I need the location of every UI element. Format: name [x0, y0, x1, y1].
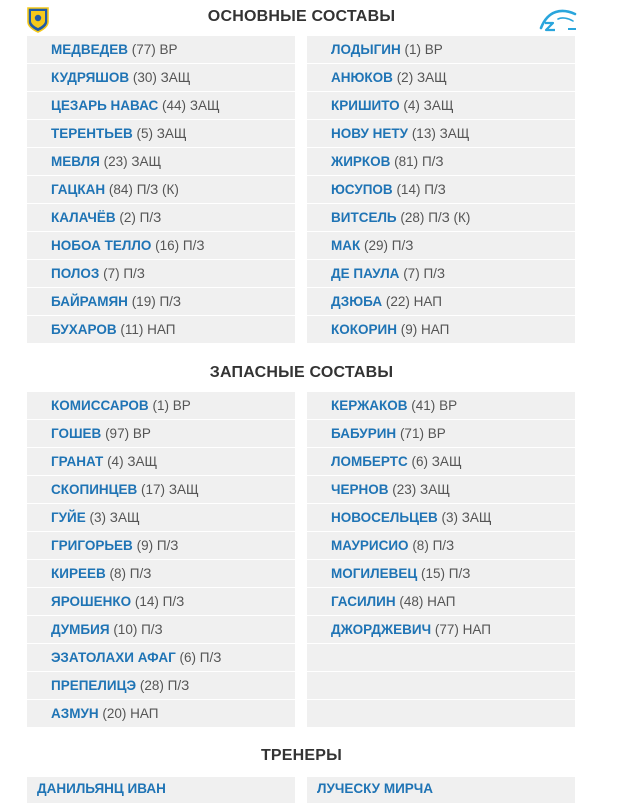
player-position: ЗАЩ [423, 98, 454, 113]
player-name-link[interactable]: МАУРИСИО [331, 538, 409, 553]
player-position: ЗАЩ [189, 98, 220, 113]
player-row [307, 448, 575, 475]
player-row [27, 36, 295, 63]
coaches-heading: ТРЕНЕРЫ [260, 747, 343, 764]
player-name-link[interactable]: МЕДВЕДЕВ [51, 42, 128, 57]
player-name-link[interactable]: БАЙРАМЯН [51, 294, 128, 309]
player-position: ЗАЩ [431, 454, 462, 469]
player-number: (4) [403, 98, 420, 113]
player-row [307, 288, 575, 315]
player-row [27, 672, 295, 699]
player-number: (13) [411, 126, 436, 141]
player-row [307, 560, 575, 587]
player-row [307, 148, 575, 175]
player-name-link[interactable]: НОВОСЕЛЬЦЕВ [331, 510, 438, 525]
player-position: НАП [427, 594, 456, 609]
player-row [27, 560, 295, 587]
player-number: (4) [107, 454, 124, 469]
player-number: (71) [399, 426, 424, 441]
player-number: (14) [134, 594, 159, 609]
player-row [27, 588, 295, 615]
player-position: П/З [424, 182, 446, 197]
player-number: (20) [102, 706, 127, 721]
player-row [27, 616, 295, 643]
player-name-link[interactable]: СКОПИНЦЕВ [51, 482, 138, 497]
player-name-link[interactable]: ПРЕПЕЛИЦЭ [51, 678, 137, 693]
player-position: П/З [123, 266, 145, 281]
player-number: (9) [136, 538, 154, 553]
player-position: НАП [413, 294, 442, 309]
starting-home-list [27, 36, 295, 344]
player-row [307, 616, 575, 643]
player-position: НАП [130, 706, 159, 721]
player-name-link[interactable]: ЖИРКОВ [331, 154, 391, 169]
player-number: (6) [411, 454, 429, 469]
player-name-link[interactable]: ДЕ ПАУЛА [331, 266, 400, 281]
player-name-link[interactable]: ГАСИЛИН [331, 594, 396, 609]
player-position: НАП [462, 622, 491, 637]
player-position: ВР [424, 42, 443, 57]
player-row [27, 504, 295, 531]
zenit-club-logo-icon [538, 6, 578, 34]
player-row [27, 644, 295, 671]
player-position: ЗАЩ [156, 126, 187, 141]
player-position: П/З [432, 538, 455, 553]
player-name-link[interactable]: ГАЦКАН [51, 182, 106, 197]
player-row [307, 64, 575, 91]
player-number: (17) [141, 482, 166, 497]
player-number: (97) [105, 426, 130, 441]
player-name-link[interactable]: ГРИГОРЬЕВ [51, 538, 133, 553]
player-position: П/З (К) [428, 210, 471, 225]
player-number: (22) [385, 294, 410, 309]
player-position: П/З [129, 566, 152, 581]
player-row [307, 588, 575, 615]
player-row [27, 532, 295, 559]
starting-lineups-heading: ОСНОВНЫЕ СОСТАВЫ [207, 8, 396, 25]
player-row [27, 260, 295, 287]
player-row [307, 232, 575, 259]
player-number: (6) [179, 650, 196, 665]
player-position: ЗАЩ [109, 510, 140, 525]
player-number: (23) [392, 482, 417, 497]
player-position: НАП [147, 322, 176, 337]
player-row [27, 232, 295, 259]
player-name-link[interactable]: ЭЗАТОЛАХИ АФАГ [51, 650, 176, 665]
player-position: ВР [427, 426, 446, 441]
player-number: (1) [404, 42, 422, 57]
player-name-link[interactable]: ЮСУПОВ [331, 182, 393, 197]
player-position: П/З [159, 294, 182, 309]
coach-home[interactable]: ДАНИЛЬЯНЦ ИВАН [27, 777, 295, 803]
player-position: П/З [199, 650, 222, 665]
player-number: (2) [396, 70, 414, 85]
player-number: (11) [120, 322, 144, 337]
player-position: НАП [420, 322, 450, 337]
player-position: ЗАЩ [160, 70, 191, 85]
player-row [27, 92, 295, 119]
subs-away-list [307, 392, 575, 728]
empty-row [307, 672, 575, 699]
player-position: П/З [162, 594, 185, 609]
player-position: П/З [156, 538, 179, 553]
player-name-link[interactable]: КУДРЯШОВ [51, 70, 130, 85]
player-position: П/З [421, 154, 444, 169]
player-name-link[interactable]: МЕВЛЯ [51, 154, 100, 169]
player-row [27, 176, 295, 203]
player-row [27, 64, 295, 91]
player-number: (77) [131, 42, 156, 57]
player-row [27, 420, 295, 447]
player-number: (44) [162, 98, 187, 113]
player-number: (41) [411, 398, 436, 413]
player-row [27, 448, 295, 475]
player-name-link[interactable]: ПОЛОЗ [51, 266, 100, 281]
player-row [307, 92, 575, 119]
player-name-link[interactable]: ЯРОШЕНКО [51, 594, 132, 609]
player-number: (29) [364, 238, 389, 253]
player-position: ВР [159, 42, 178, 57]
player-position: П/З [182, 238, 205, 253]
coach-away[interactable]: ЛУЧЕСКУ МИРЧА [307, 777, 575, 803]
player-name-link[interactable]: ЧЕРНОВ [331, 482, 389, 497]
player-row [307, 420, 575, 447]
player-number: (14) [396, 182, 421, 197]
player-name-link[interactable]: ЛОМБЕРТС [331, 454, 408, 469]
player-number: (2) [119, 210, 136, 225]
player-position: ЗАЩ [416, 70, 447, 85]
player-number: (48) [399, 594, 424, 609]
player-position: ВР [439, 398, 458, 413]
player-name-link[interactable]: ЛОДЫГИН [331, 42, 401, 57]
player-row [307, 504, 575, 531]
player-name-link[interactable]: ГОШЕВ [51, 426, 102, 441]
player-row [307, 176, 575, 203]
player-number: (28) [400, 210, 425, 225]
player-row [307, 260, 575, 287]
player-position: П/З (К) [136, 182, 179, 197]
player-row [27, 288, 295, 315]
player-position: П/З [391, 238, 414, 253]
player-name-link[interactable]: КЕРЖАКОВ [331, 398, 408, 413]
player-name-link[interactable]: БАБУРИН [331, 426, 397, 441]
player-position: ВР [132, 426, 151, 441]
player-name-link[interactable]: ВИТСЕЛЬ [331, 210, 397, 225]
player-number: (8) [412, 538, 429, 553]
player-row [27, 204, 295, 231]
player-number: (3) [441, 510, 458, 525]
subs-home-list [27, 392, 295, 728]
player-name-link[interactable]: КРИШИТО [331, 98, 400, 113]
player-number: (3) [89, 510, 107, 525]
player-number: (81) [394, 154, 419, 169]
player-position: ЗАЩ [168, 482, 199, 497]
player-number: (1) [152, 398, 169, 413]
player-position: ЗАЩ [461, 510, 492, 525]
player-position: П/З [423, 266, 446, 281]
player-name-link[interactable]: АНЮКОВ [331, 70, 393, 85]
player-number: (16) [155, 238, 180, 253]
player-position: П/З [448, 566, 471, 581]
player-number: (8) [109, 566, 126, 581]
player-number: (15) [420, 566, 445, 581]
player-name-link[interactable]: ДЗЮБА [331, 294, 383, 309]
player-row [307, 204, 575, 231]
player-name-link[interactable]: ГРАНАТ [51, 454, 104, 469]
player-row [307, 392, 575, 419]
player-name-link[interactable]: МАК [331, 238, 361, 253]
player-row [27, 120, 295, 147]
player-name-link[interactable]: КИРЕЕВ [51, 566, 106, 581]
player-name-link[interactable]: НОВУ НЕТУ [331, 126, 409, 141]
player-row [307, 316, 575, 343]
player-name-link[interactable]: ДЖОРДЖЕВИЧ [331, 622, 432, 637]
player-name-link[interactable]: ДУМБИЯ [51, 622, 110, 637]
player-position: ЗАЩ [420, 482, 450, 497]
player-name-link[interactable]: МОГИЛЕВЕЦ [331, 566, 418, 581]
empty-row [307, 644, 575, 671]
starting-away-list [307, 36, 575, 344]
player-name-link[interactable]: БУХАРОВ [51, 322, 117, 337]
player-name-link[interactable]: ЦЕЗАРЬ НАВАС [51, 98, 159, 113]
player-position: ЗАЩ [439, 126, 470, 141]
player-position: ЗАЩ [131, 154, 162, 169]
player-row [27, 700, 295, 727]
player-position: П/З [141, 622, 163, 637]
player-name-link[interactable]: ТЕРЕНТЬЕВ [51, 126, 133, 141]
player-row [307, 120, 575, 147]
player-number: (9) [400, 322, 418, 337]
player-name-link[interactable]: ГУЙЕ [51, 510, 86, 525]
player-row [27, 316, 295, 343]
player-number: (30) [132, 70, 157, 85]
player-number: (5) [136, 126, 153, 141]
player-number: (84) [108, 182, 133, 197]
player-row [27, 148, 295, 175]
player-name-link[interactable]: КОКОРИН [331, 322, 397, 337]
player-number: (77) [434, 622, 459, 637]
player-row [27, 476, 295, 503]
player-name-link[interactable]: АЗМУН [51, 706, 99, 721]
player-number: (7) [103, 266, 120, 281]
player-position: ВР [172, 398, 191, 413]
player-name-link[interactable]: НОБОА ТЕЛЛО [51, 238, 152, 253]
player-number: (28) [139, 678, 164, 693]
player-number: (19) [131, 294, 156, 309]
player-position: П/З [167, 678, 190, 693]
player-number: (7) [403, 266, 420, 281]
player-name-link[interactable]: КОМИССАРОВ [51, 398, 149, 413]
player-row [307, 36, 575, 63]
player-row [307, 476, 575, 503]
player-position: ЗАЩ [127, 454, 158, 469]
player-number: (10) [113, 622, 138, 637]
player-row [307, 532, 575, 559]
substitutes-heading: ЗАПАСНЫЕ СОСТАВЫ [209, 364, 394, 381]
empty-row [307, 700, 575, 727]
player-number: (23) [103, 154, 128, 169]
player-position: П/З [139, 210, 162, 225]
player-row [27, 392, 295, 419]
player-name-link[interactable]: КАЛАЧЁВ [51, 210, 116, 225]
